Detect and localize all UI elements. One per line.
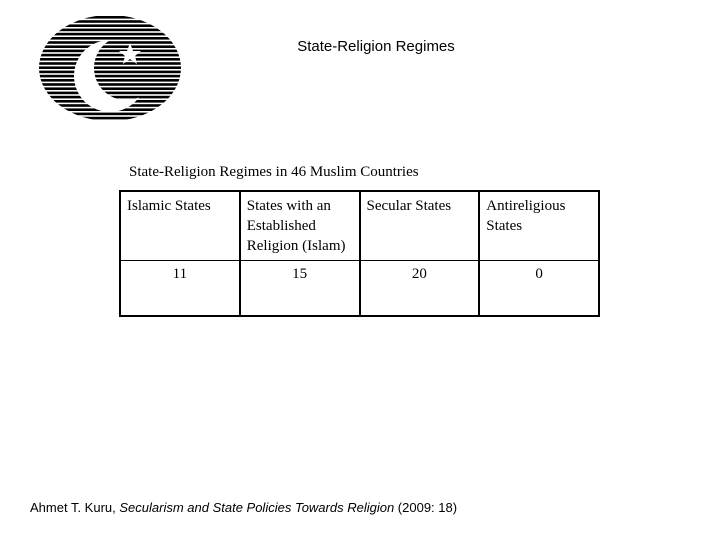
citation-book-title: Secularism and State Policies Towards Religion bbox=[119, 500, 395, 515]
header-antireligious-states: Antireligious States bbox=[479, 191, 599, 261]
value-islamic-states: 11 bbox=[120, 261, 240, 317]
header-established-religion: States with an Established Religion (Islam) bbox=[240, 191, 360, 261]
regimes-table bbox=[119, 190, 600, 317]
table-caption: State-Religion Regimes in 46 Muslim Countries bbox=[129, 164, 419, 180]
header-secular-states: Secular States bbox=[360, 191, 480, 261]
citation-author: Ahmet T. Kuru, bbox=[30, 500, 120, 515]
citation-details: (2009: 18) bbox=[394, 500, 458, 515]
table-value-row bbox=[120, 261, 599, 317]
slide-title: State-Religion Regimes bbox=[297, 38, 455, 55]
table-header-row bbox=[120, 191, 599, 261]
header-islamic-states: Islamic States bbox=[120, 191, 240, 261]
value-antireligious-states: 0 bbox=[479, 261, 599, 317]
value-established-religion: 15 bbox=[240, 261, 360, 317]
value-secular-states: 20 bbox=[360, 261, 480, 317]
crescent-and-star-icon bbox=[38, 14, 182, 122]
citation bbox=[30, 500, 457, 515]
